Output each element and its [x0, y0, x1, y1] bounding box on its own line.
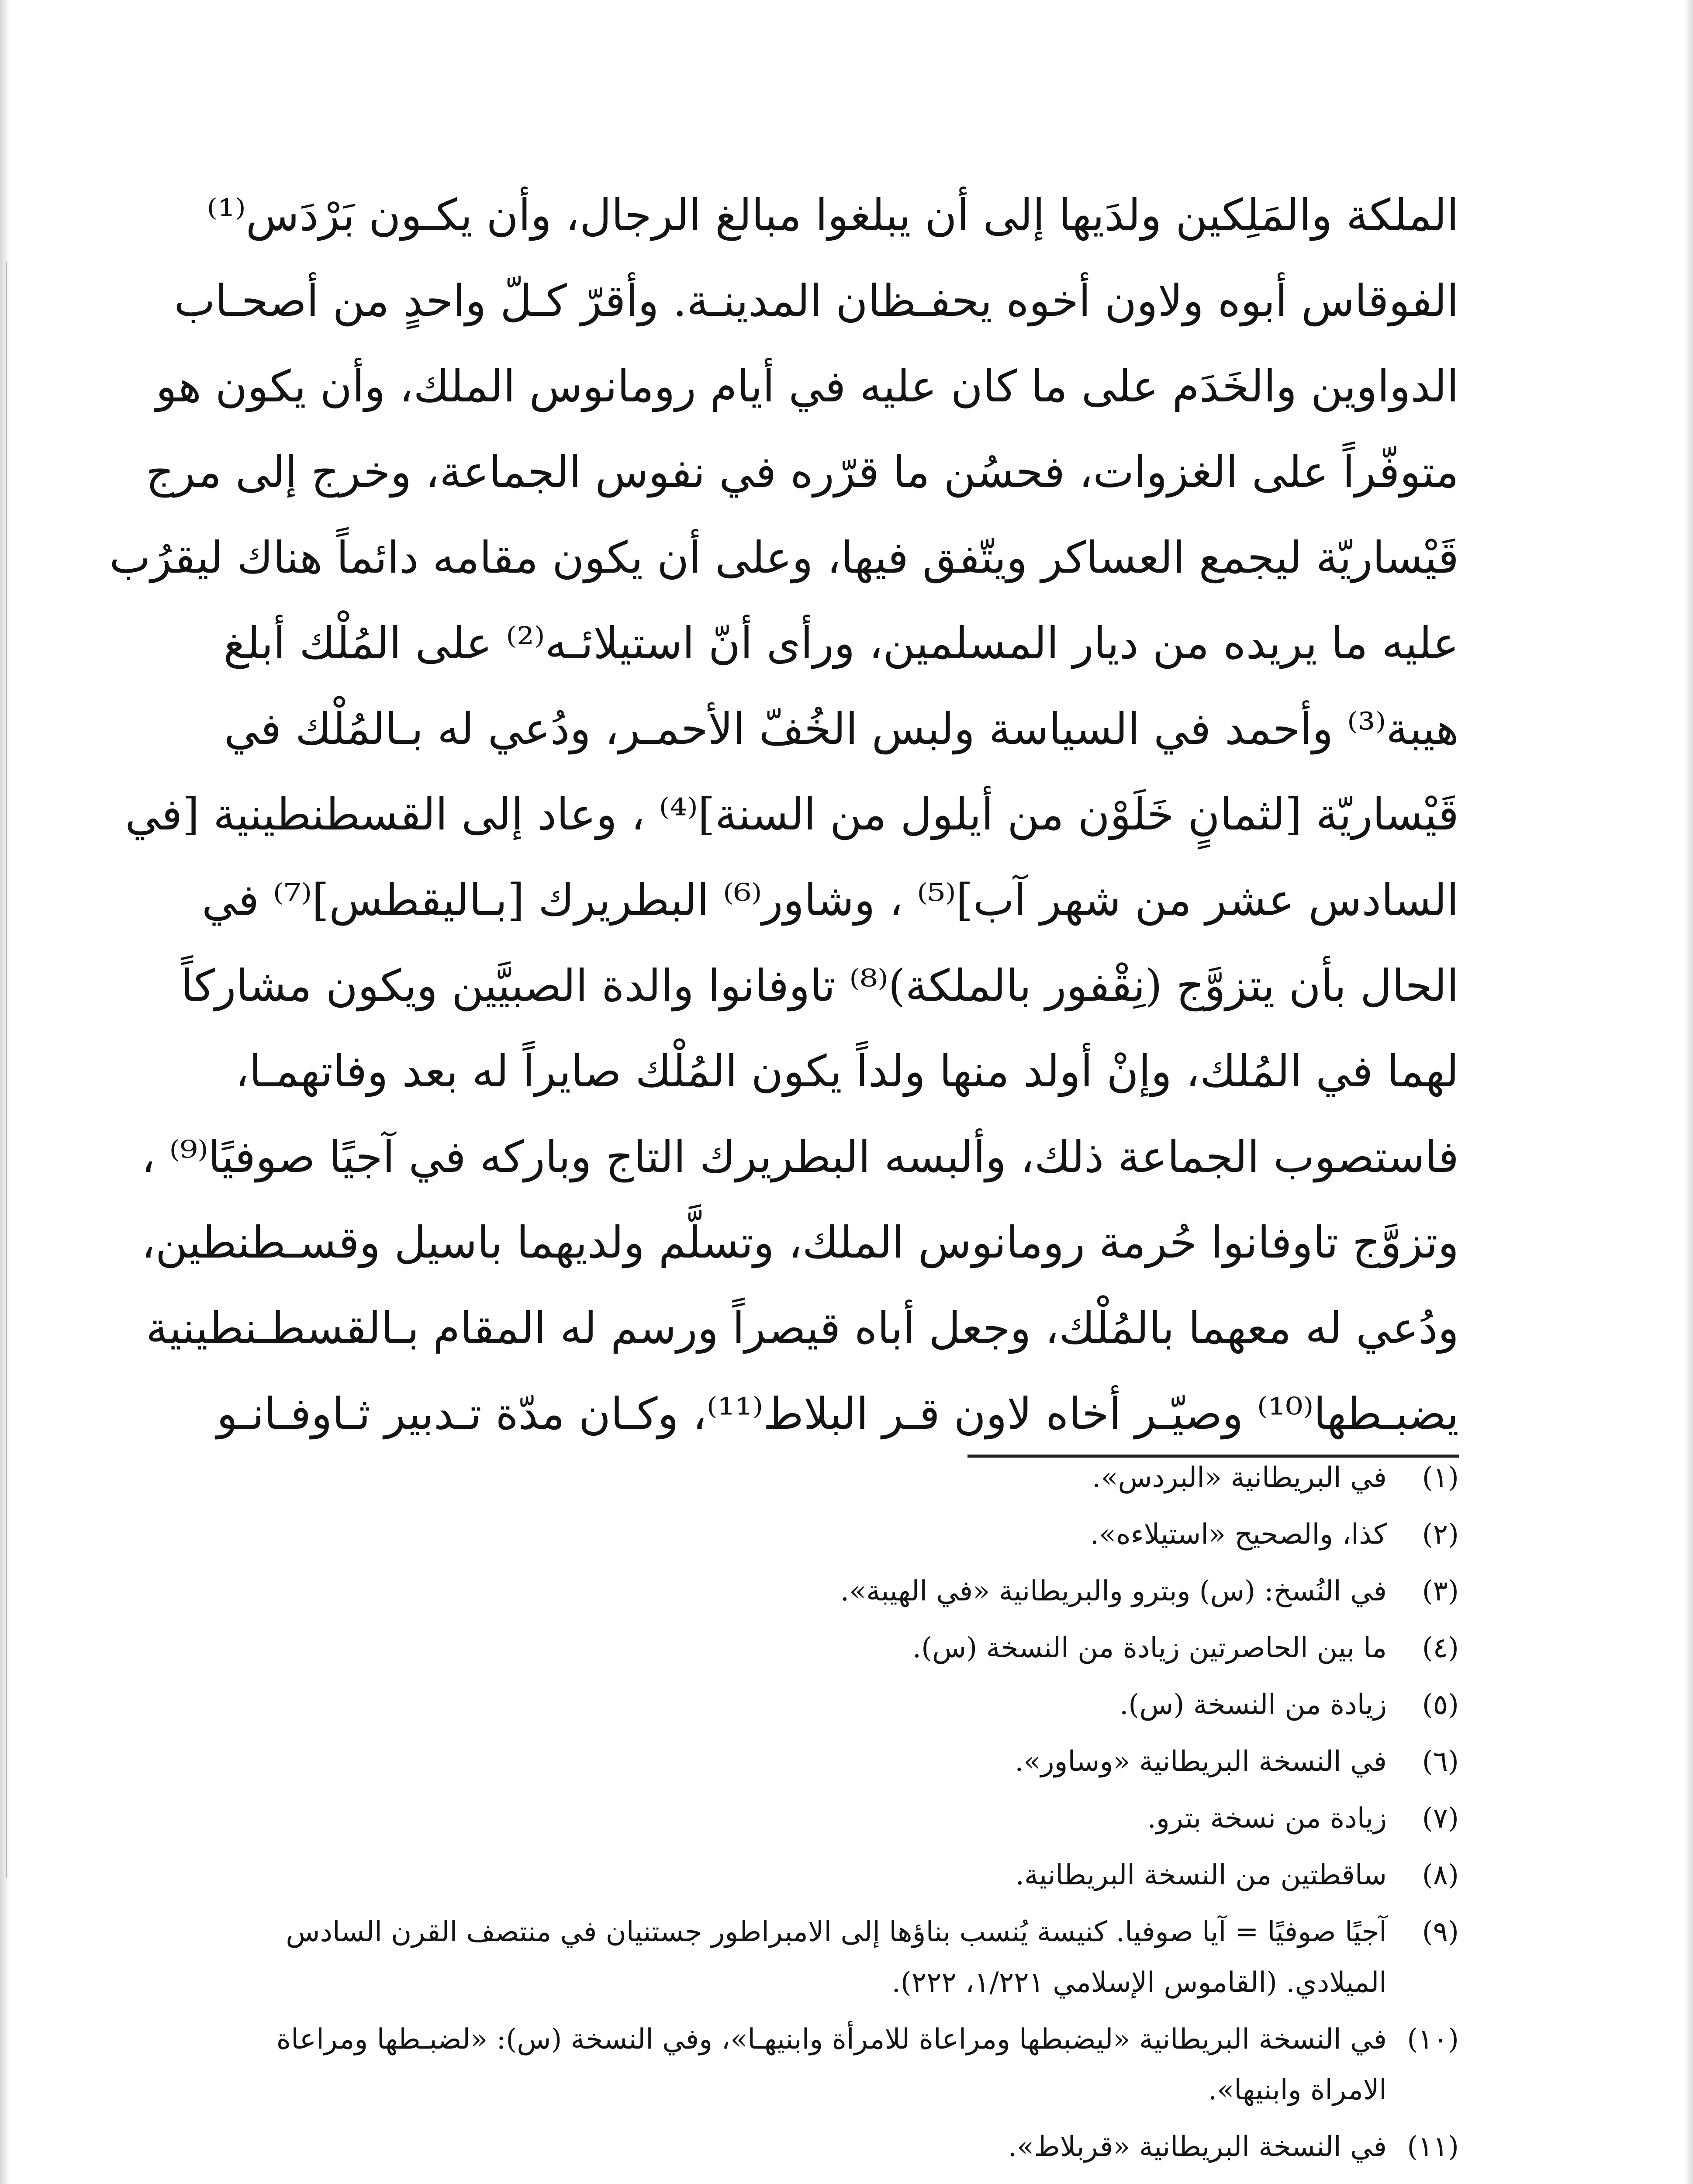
text-line: متوفّراً على الغزوات، فحسُن ما قرّره في نفوس الجماعة، وخرج إلى مرج: [145, 446, 1459, 498]
footnote-text: في النُسخ: (س) وبترو والبريطانية «في الهيبة».: [840, 1575, 1387, 1607]
footnote-number: (١٠): [1407, 2023, 1459, 2056]
footnote: [245, 1850, 1459, 1901]
footnote-number: (١١): [1407, 2131, 1459, 2163]
footnote: [245, 1566, 1459, 1617]
text-line: ودُعي له معهما بالمُلْك، وجعل أباه قيصراً ورسم له المقام بـالقسطـنطينية: [145, 1303, 1459, 1354]
footnote-number: (٢): [1422, 1518, 1459, 1551]
text-line: الملكة والمَلِكين ولدَيها إلى أن يبلغوا مبالغ الرجال، وأن يكـون بَرْدَس⁽¹⁾: [207, 190, 1459, 241]
text-line: وتزوَّج تاوفانوا حُرمة رومانوس الملك، وتسلَّم ولديهما باسيل وقسـطنطين،: [141, 1217, 1459, 1268]
text-line: هيبة⁽³⁾ وأحمد في السياسة ولبس الخُفّ الأحمـر، ودُعي له بـالمُلْك في: [224, 703, 1459, 754]
footnote: [245, 1679, 1459, 1730]
text-line: الدواوين والخَدَم على ما كان عليه في أيام رومانوس الملك، وأن يكون هو: [155, 361, 1459, 412]
footnote: [245, 1793, 1459, 1844]
footnote-text: كذا، والصحيح «استيلاءه».: [1090, 1518, 1387, 1551]
text-line: عليه ما يريده من ديار المسلمين، ورأى أنّ استيلائـه⁽²⁾ على المُلْك أبلغ: [223, 618, 1459, 669]
footnote-text: في النسخة البريطانية «قربلاط».: [1008, 2131, 1387, 2163]
text-line: قَيْساريّة ليجمع العساكر ويتّفق فيها، وعلى أن يكون مقامه دائماً هناك ليقرُب: [109, 532, 1459, 583]
footnote-text: زيادة من النسخة (س).: [1119, 1689, 1387, 1721]
footnote-number: (٣): [1422, 1575, 1459, 1607]
scan-edge-left: [0, 0, 11, 2184]
footnote-text: في البريطانية «البردس».: [1092, 1462, 1387, 1494]
footnote-text: في النسخة البريطانية «ليضبطها ومراعاة للامرأة وابنيهـا»، وفي النسخة (س): «لضبـطها ومراعاة الامراة وابنيها».: [276, 2023, 1387, 2106]
footnote-number: (١): [1422, 1462, 1459, 1494]
footnote-number: (٨): [1422, 1859, 1459, 1891]
text-line: فاستصوب الجماعة ذلك، وألبسه البطريرك التاج وباركه في آجيًا صوفيًا⁽⁹⁾ ،: [141, 1131, 1459, 1182]
footnote-number: (٥): [1422, 1689, 1459, 1721]
text-line: الفوقاس أبوه ولاون أخوه يحفـظان المدينـة. وأقرّ كـلّ واحدٍ من أصحـاب: [174, 275, 1459, 326]
text-line: قَيْساريّة [لثمانٍ خَلَوْن من أيلول من السنة]⁽⁴⁾ ، وعاد إلى القسطنطينية [في: [125, 789, 1459, 840]
footnote-number: (٧): [1422, 1802, 1459, 1835]
footnote-number: (٦): [1422, 1745, 1459, 1778]
footnote: [245, 1509, 1459, 1560]
footnote-text: ساقطتين من النسخة البريطانية.: [1015, 1859, 1387, 1891]
footnote: [245, 1623, 1459, 1673]
main-text: [109, 173, 1459, 1457]
text-line: يضبـطها⁽¹⁰⁾ وصيّـر أخاه لاون قـر البلاط⁽¹¹⁾، وكـان مدّة تـدبير ثـاوفـانـو: [216, 1388, 1459, 1439]
footnote: [245, 2014, 1459, 2115]
footnote-number: (٤): [1422, 1632, 1459, 1664]
footnote-text: ما بين الحاصرتين زيادة من النسخة (س).: [912, 1632, 1387, 1664]
scan-edge-right: [1684, 0, 1693, 2184]
footnote-text: زيادة من نسخة بترو.: [1147, 1802, 1387, 1835]
scan-binding-line: [6, 262, 7, 1878]
footnotes: [245, 1452, 1459, 2178]
text-line: السادس عشر من شهر آب]⁽⁵⁾ ، وشاور⁽⁶⁾ البطريرك [بـاليقطس]⁽⁷⁾ في: [201, 874, 1459, 926]
footnote: [245, 1736, 1459, 1787]
footnote-text: في النسخة البريطانية «وساور».: [1015, 1745, 1387, 1778]
footnote: [245, 2122, 1459, 2172]
text-line: لهما في المُلك، وإنْ أولد منها ولداً يكون المُلْك صايراً له بعد وفاتهمـا،: [235, 1046, 1459, 1097]
footnote-text: آجيًا صوفيًا = آيا صوفيا. كنيسة يُنسب بناؤها إلى الامبراطور جستنيان في منتصف القرن السادس الميلادي. (القاموس الإسلامي ١/٢٢١، ٢٢٢).: [286, 1916, 1387, 1999]
text-line: الحال بأن يتزوَّج (نِقْفور بالملكة)⁽⁸⁾ تاوفانوا والدة الصبيَّين ويكون مشاركاً: [181, 960, 1459, 1011]
footnote: [245, 1452, 1459, 1503]
footnote-number: (٩): [1422, 1916, 1459, 1948]
footnote: [245, 1907, 1459, 2008]
